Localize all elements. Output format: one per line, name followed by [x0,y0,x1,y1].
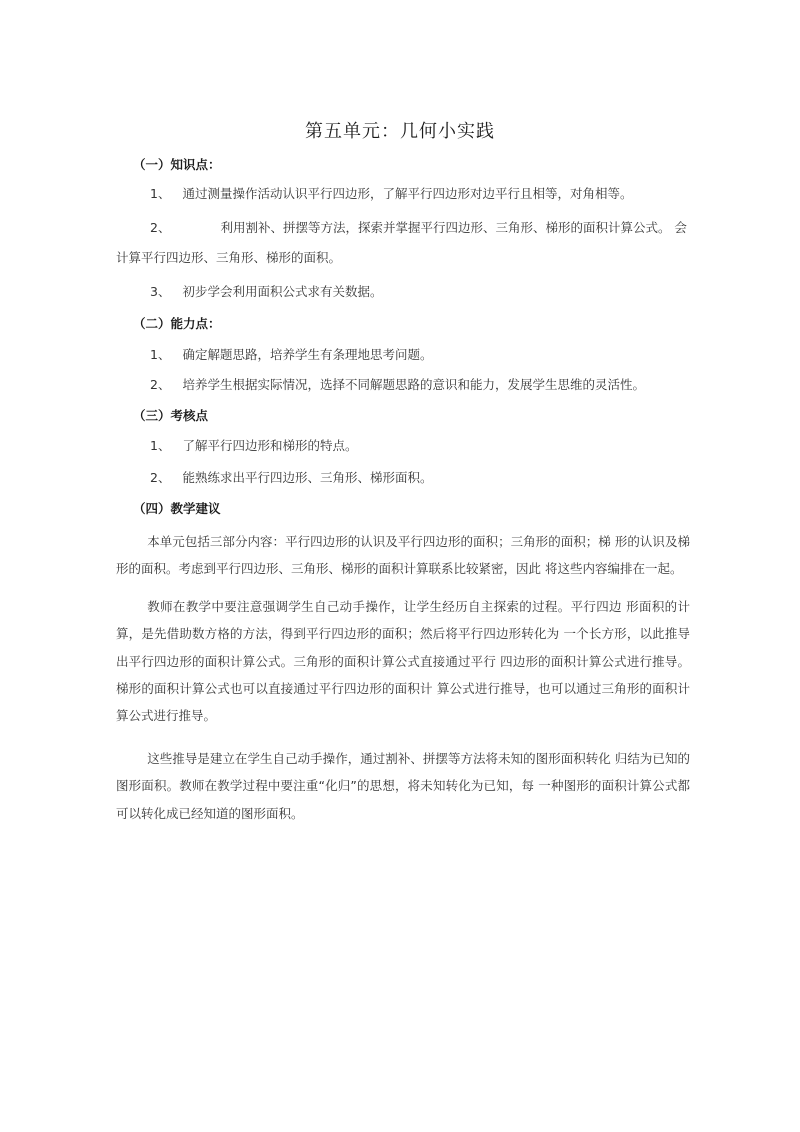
list-item [150,184,632,202]
item-text: 确定解题思路，培养学生有条理地思考问题。 [182,347,433,362]
item-number: 1、 [150,186,171,201]
item-number: 1、 [150,438,171,453]
item-number: 2、 [150,470,171,485]
list-item [150,345,432,363]
section-heading-ability: （二）能力点： [133,316,221,331]
item-number: 1、 [150,347,171,362]
list-item [150,375,645,393]
item-number: 2、 [150,377,171,392]
item-text: 能熟练求出平行四边形、三角形、梯形面积。 [182,470,433,485]
paragraph: 本单元包括三部分内容：平行四边形的认识及平行四边形的面积；三角形的面积；梯 形的认识及梯形的面积。考虑到平行四边形、三角形、梯形的面积计算联系比较紧密，因此 将这些内容编排在一起。 [116,534,690,577]
section-heading-knowledge: （一）知识点： [133,157,221,172]
item-number: 3、 [150,284,171,299]
item-text: 初步学会利用面积公式求有关数据。 [182,284,383,299]
item-text: 利用割补、拼摆等方法，探索并掌握平行四边形、三角形、梯形的面积计算公式。 会 [220,220,687,235]
list-item [150,468,432,486]
list-item [150,436,357,454]
list-item [150,218,687,236]
paragraph: 这些推导是建立在学生自己动手操作，通过割补、拼摆等方法将未知的图形面积转化 归结为已知的图形面积。教师在教学过程中要注重“化归”的思想，将未知转化为已知，每 一种图形的面积计算公式都可以转化成已经知道的图形面积。 [116,751,690,821]
section-heading-assessment: （三）考核点 [133,408,209,423]
item-text: 了解平行四边形和梯形的特点。 [182,438,358,453]
item-number: 2、 [150,220,171,235]
list-item [150,282,382,300]
list-item-continuation: 计算平行四边形、三角形、梯形的面积。 [116,250,342,265]
item-text: 培养学生根据实际情况，选择不同解题思路的意识和能力，发展学生思维的灵活性。 [182,377,645,392]
paragraph: 教师在教学中要注意强调学生自己动手操作，让学生经历自主探索的过程。平行四边 形面积的计算，是先借助数方格的方法，得到平行四边形的面积；然后将平行四边形转化为 一个长方形，以此推导出平行四边形的面积计算公式。三角形的面积计算公式直接通过平行 四边形的面积计算公式进行推导。梯形的面积计算公式也可以直接通过平行四边形的面积计 算公式进行推导，也可以通过三角形的面积计算公式进行推导。 [116,599,690,724]
page-title: 第五单元：几何小实践 [305,121,495,142]
section-heading-teaching: （四）教学建议 [133,501,221,516]
item-text: 通过测量操作活动认识平行四边形，了解平行四边形对边平行且相等，对角相等。 [182,186,633,201]
